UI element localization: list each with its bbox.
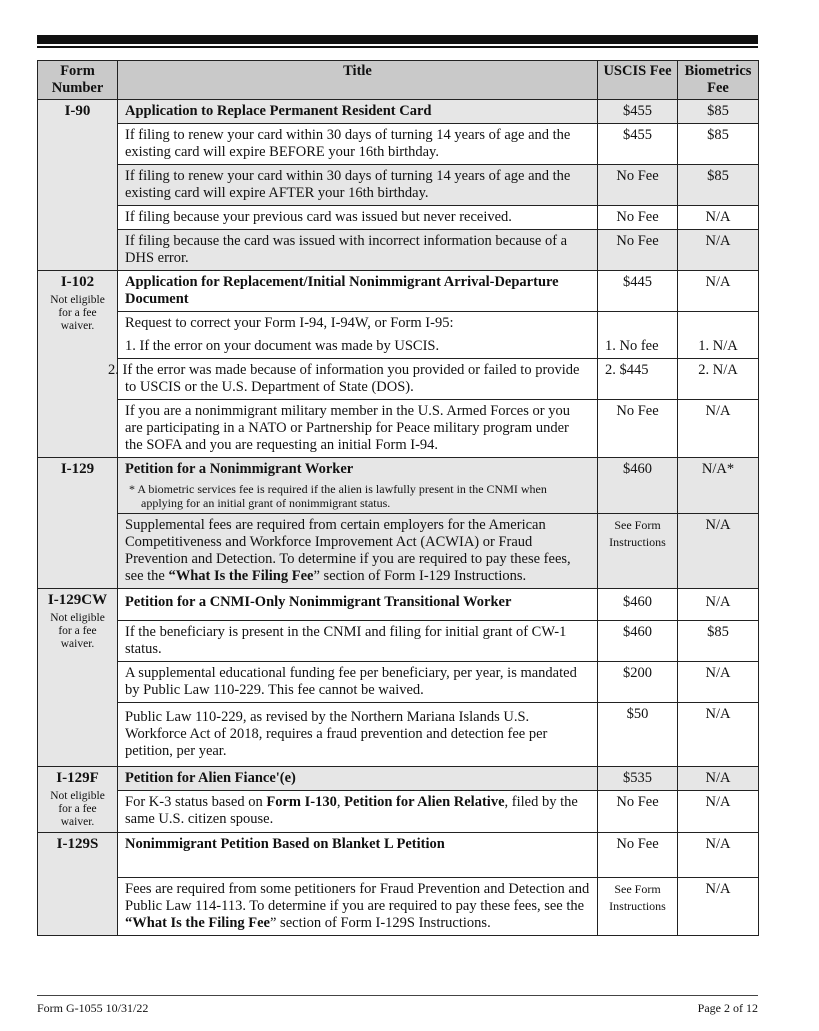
table-row	[38, 703, 759, 767]
form-ref: Form I-130	[266, 794, 337, 811]
fee-schedule-table	[37, 60, 759, 936]
fee-waiver-note: Not eligible for a fee waiver.	[50, 612, 105, 650]
table-row	[38, 124, 759, 165]
row-title-cell	[118, 458, 598, 514]
filing-fee-ref: “What Is the Filing Fee	[168, 568, 314, 584]
form-number: I-129F	[56, 770, 99, 786]
biometrics-fee: N/A	[678, 514, 759, 589]
form-number: I-129	[60, 461, 95, 477]
biometrics-fee-empty	[678, 312, 759, 336]
uscis-fee: No Fee	[598, 230, 678, 271]
biometrics-fee: $85	[678, 165, 759, 206]
row-title: Petition for Alien Fiance'(e)	[118, 767, 598, 791]
text-span: ,	[336, 794, 345, 811]
form-cell-i129	[38, 458, 118, 589]
uscis-fee: $455	[598, 100, 678, 124]
uscis-fee: No Fee	[598, 206, 678, 230]
form-title-ref: Petition for Alien Relative	[344, 794, 505, 811]
table-row	[38, 100, 759, 124]
table-row	[38, 767, 759, 791]
table-row	[38, 271, 759, 312]
row-title: Application to Replace Permanent Resident Card	[118, 100, 598, 124]
footer-form-edition: Form G-1055 10/31/22	[37, 1001, 149, 1015]
biometrics-fee: N/A	[678, 662, 759, 703]
form-number: I-102	[60, 274, 95, 290]
row-title-cell	[118, 514, 598, 589]
row-title: If you are a nonimmigrant military member in the U.S. Armed Forces or you are participating in a NATO or Partnership for Peace military program under the SOFA and you are requesting an initial Form I-94.	[118, 400, 598, 458]
row-title: 2. If the error was made because of information you provided or failed to provide to USCIS or the U.S. Department of State (DOS).	[118, 359, 598, 400]
form-number: I-129CW	[47, 592, 108, 608]
table-row	[38, 662, 759, 703]
uscis-fee: $200	[598, 662, 678, 703]
footer-rule	[37, 995, 758, 996]
table-row	[38, 359, 759, 400]
table-row	[38, 791, 759, 833]
table-row	[38, 833, 759, 878]
table-row	[38, 589, 759, 621]
row-title: If filing to renew your card within 30 days of turning 14 years of age and the existing card will expire AFTER your 16th birthday.	[118, 165, 598, 206]
filing-fee-ref: “What Is the Filing Fee	[125, 915, 270, 931]
row-title: If filing to renew your card within 30 days of turning 14 years of age and the existing card will expire BEFORE your 16th birthday.	[118, 124, 598, 165]
row-title: Public Law 110-229, as revised by the Northern Mariana Islands U.S. Workforce Act of 2018, requires a fraud prevention and detection fee per petition, per year.	[118, 703, 598, 767]
uscis-fee: See Form Instructions	[598, 514, 678, 589]
form-cell-i129s	[38, 833, 118, 936]
row-title: If filing because the card was issued with incorrect information because of a DHS error.	[118, 230, 598, 271]
biometrics-fee: N/A	[678, 703, 759, 767]
uscis-fee: No Fee	[598, 400, 678, 458]
row-title: If the beneficiary is present in the CNMI and filing for initial grant of CW-1 status.	[118, 621, 598, 662]
table-row	[38, 165, 759, 206]
biometrics-fee: N/A	[678, 833, 759, 878]
table-row	[38, 621, 759, 662]
biometric-footnote: * A biometric services fee is required if the alien is lawfully present in the CNMI when applying for an initial grant of nonimmigrant status.	[129, 482, 547, 510]
row-title-cell	[118, 878, 598, 936]
biometrics-fee: $85	[678, 621, 759, 662]
uscis-fee: $455	[598, 124, 678, 165]
row-title: If filing because your previous card was issued but never received.	[118, 206, 598, 230]
form-number: I-129S	[56, 836, 99, 852]
row-title: Nonimmigrant Petition Based on Blanket L Petition	[118, 833, 598, 878]
uscis-fee: $445	[598, 271, 678, 312]
table-row	[38, 878, 759, 936]
header-biometrics-fee: Biometrics Fee	[678, 61, 759, 100]
row-title: Petition for a CNMI-Only Nonimmigrant Transitional Worker	[118, 589, 598, 621]
fee-waiver-note: Not eligible for a fee waiver.	[50, 294, 105, 332]
uscis-fee: $460	[598, 621, 678, 662]
top-rule-thin	[37, 46, 758, 48]
biometrics-fee: $85	[678, 124, 759, 165]
table-row	[38, 206, 759, 230]
biometrics-fee: N/A	[678, 589, 759, 621]
biometrics-fee: 1. N/A	[678, 335, 759, 359]
biometrics-fee: N/A	[678, 206, 759, 230]
text-span: ” section of Form I-129 Instructions.	[313, 568, 527, 584]
table-row	[38, 230, 759, 271]
biometrics-fee: $85	[678, 100, 759, 124]
uscis-fee: No Fee	[598, 791, 678, 833]
biometrics-fee: 2. N/A	[678, 359, 759, 400]
header-form-number: Form Number	[38, 61, 118, 100]
text-span: Supplemental fees are required from certain employers for the American Competitiveness and Workforce Improvement Act (ACWIA) or Fraud Prevention and Detection. To determine if you are required to pay these fees, see the	[125, 517, 571, 584]
text-span: ” section of Form I-129S Instructions.	[270, 915, 491, 931]
row-title: Application for Replacement/Initial Nonimmigrant Arrival-Departure Document	[118, 271, 598, 312]
form-cell-i102	[38, 271, 118, 458]
row-title: 1. If the error on your document was made by USCIS.	[118, 335, 598, 359]
biometrics-fee: N/A	[678, 767, 759, 791]
header-title: Title	[118, 61, 598, 100]
uscis-fee-empty	[598, 312, 678, 336]
biometrics-fee: N/A	[678, 878, 759, 936]
row-title: Petition for a Nonimmigrant Worker	[125, 461, 354, 477]
form-cell-i129cw	[38, 589, 118, 767]
row-title: Request to correct your Form I-94, I-94W, or Form I-95:	[118, 312, 598, 336]
form-number: I-90	[64, 103, 91, 119]
form-cell-i90	[38, 100, 118, 271]
uscis-fee: $460	[598, 458, 678, 514]
uscis-fee: $50	[598, 703, 678, 767]
biometrics-fee: N/A	[678, 400, 759, 458]
uscis-fee: No Fee	[598, 165, 678, 206]
table-row	[38, 400, 759, 458]
biometrics-fee: N/A	[678, 230, 759, 271]
text-span: Fees are required from some petitioners for Fraud Prevention and Detection and Public Law 114-113. To determine if you are required to pay these fees, see the	[125, 881, 590, 914]
table-row	[38, 335, 759, 359]
footer-page-number: Page 2 of 12	[697, 1001, 758, 1015]
uscis-fee: 1. No fee	[598, 335, 678, 359]
uscis-fee: No Fee	[598, 833, 678, 878]
biometrics-fee: N/A	[678, 271, 759, 312]
text-span: , filed by the same U.S. citizen spouse.	[125, 794, 578, 828]
table-header-row	[38, 61, 759, 100]
biometrics-fee: N/A*	[678, 458, 759, 514]
row-title: A supplemental educational funding fee per beneficiary, per year, is mandated by Public Law 110-229. This fee cannot be waived.	[118, 662, 598, 703]
fee-waiver-note: Not eligible for a fee waiver.	[50, 790, 105, 828]
header-uscis-fee: USCIS Fee	[598, 61, 678, 100]
table-row	[38, 458, 759, 514]
uscis-fee: 2. $445	[598, 359, 678, 400]
table-row	[38, 514, 759, 589]
uscis-fee: See Form Instructions	[598, 878, 678, 936]
table-row	[38, 312, 759, 336]
form-cell-i129f	[38, 767, 118, 833]
biometrics-fee: N/A	[678, 791, 759, 833]
top-rule-thick	[37, 35, 758, 44]
text-span: For K-3 status based on	[125, 794, 267, 811]
uscis-fee: $460	[598, 589, 678, 621]
uscis-fee: $535	[598, 767, 678, 791]
row-title-cell	[118, 791, 598, 833]
